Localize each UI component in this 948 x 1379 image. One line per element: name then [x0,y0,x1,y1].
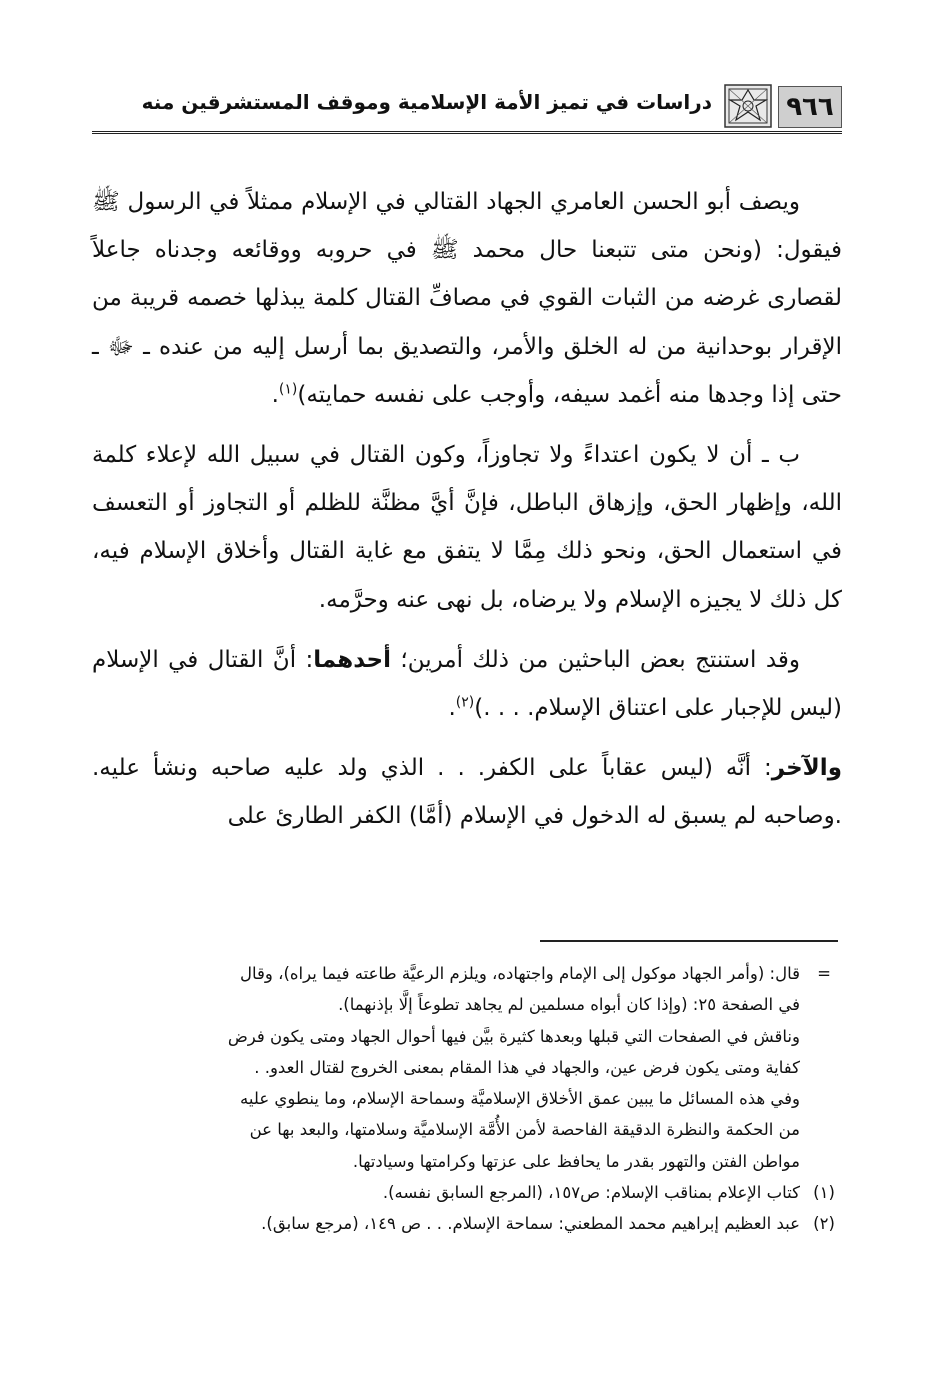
continuation-line: في الصفحة ٢٥: (وإذا كان أبواه مسلمين لم يجاهد تطوعاً إلَّا بإذنهما). [338,995,800,1015]
paragraph-3-end: . [448,695,456,722]
continuation-line: قال: (وأمر الجهاد موكول إلى الإمام واجتهاده، ويلزم الرعيَّة طاعته فيما يراه)، وقال [240,964,800,983]
paragraph-3-bold: أحدهما [313,646,391,673]
continuation-line: كفاية ومتى يكون فرض عين، والجهاد في هذا المقام بمعنى الخروج لقتال العدو. . [254,1057,800,1077]
footnote-2 [100,1208,844,1239]
footnote-continuation [100,958,844,1177]
footnote-1 [100,1177,844,1208]
main-text [92,178,842,841]
footnote-text: عبد العظيم إبراهيم محمد المطعني: سماحة الإسلام. . . ص ١٤٩، (مرجع سابق). [261,1214,800,1234]
footnote-text: كتاب الإعلام بمناقب الإسلام: ص١٥٧، (المرجع السابق نفسه). [382,1183,800,1203]
paragraph-1 [92,178,842,419]
paragraph-3-mid: : أنَّ القتال في الإسلام (ليس للإجبار على اعتناق الإسلام. . . .) [92,646,842,722]
footnotes [100,958,844,1240]
arabesque-ornament-icon [724,84,772,128]
continuation-line: وناقش في الصفحات التي قبلها وبعدها كثيرة بيَّن فيها أحوال الجهاد ومتى يكون فرض [227,1026,800,1046]
paragraph-4 [92,744,842,840]
paragraph-1-text: ويصف أبو الحسن العامري الجهاد القتالي في الإسلام ممثلاً في الرسول ﷺ فيقول: (ونحن متى تتبعنا حال محمد ﷺ في حروبه ووقائعه وجدناه جاعلاً لقصارى غرضه من الثبات القوي في مصافِّ القتال كلمة يبذلها خصمه قريبة من الإقرار بوحدانية من له الخلق والأمر، والتصديق بما أرسل إليه من عنده ـ ﷻ ـ حتى إذا وجدها منه أغمد سيفه، وأوجب على نفسه حمايته) [92,189,842,408]
running-title: دراسات في تميز الأمة الإسلامية وموقف المستشرقين منه [141,90,712,114]
continuation-marker: = [817,964,831,983]
paragraph-4-text: : أنَّه (ليس عقاباً على الكفر. . . الذي ولد عليه صاحبه ونشأ عليه. .وصاحبه لم يسبق له الدخول في الإسلام (أمَّا) الكفر الطارئ على [92,755,842,830]
continuation-line: مواطن الفتن والتهور بقدر ما يحافظ على عزتها وكرامتها وسيادتها. [352,1151,800,1171]
footnote-marker: (٢) [813,1214,835,1234]
page-header [92,84,842,134]
continuation-line: وفي هذه المسائل ما يبين عمق الأخلاق الإسلاميَّة وسماحة الإسلام، وما ينطوي عليه [240,1089,800,1109]
paragraph-4-bold: والآخر [771,755,842,782]
continuation-line: من الحكمة والنظرة الدقيقة الفاحصة لأمن الأُمَّة الإسلاميَّة وسلامتها، والبعد بها عن [249,1120,800,1140]
page-number: ٩٦٦ [778,86,842,128]
footnote-ref-1: (١) [278,381,298,398]
header-rule [92,131,842,134]
paragraph-3-start: وقد استنتج بعض الباحثين من ذلك أمرين؛ [390,646,800,673]
paragraph-1-end: . [271,381,279,408]
footnote-ref-2: (٢) [455,694,475,711]
footnote-separator [540,940,838,942]
footnote-marker: (١) [813,1183,835,1203]
paragraph-3 [92,636,842,732]
paragraph-2: ب ـ أن لا يكون اعتداءً ولا تجاوزاً، وكون القتال في سبيل الله لإعلاء كلمة الله، وإظهار الحق، وإزهاق الباطل، فإنَّ أيَّ مظنَّة للظلم أو التجاوز أو التعسف في استعمال الحق، ونحو ذلك مِمَّا لا يتفق مع غاية القتال وأخلاق الإسلام فيه، كل ذلك لا يجيزه الإسلام ولا يرضاه، بل نهى عنه وحرَّمه. [92,442,842,613]
